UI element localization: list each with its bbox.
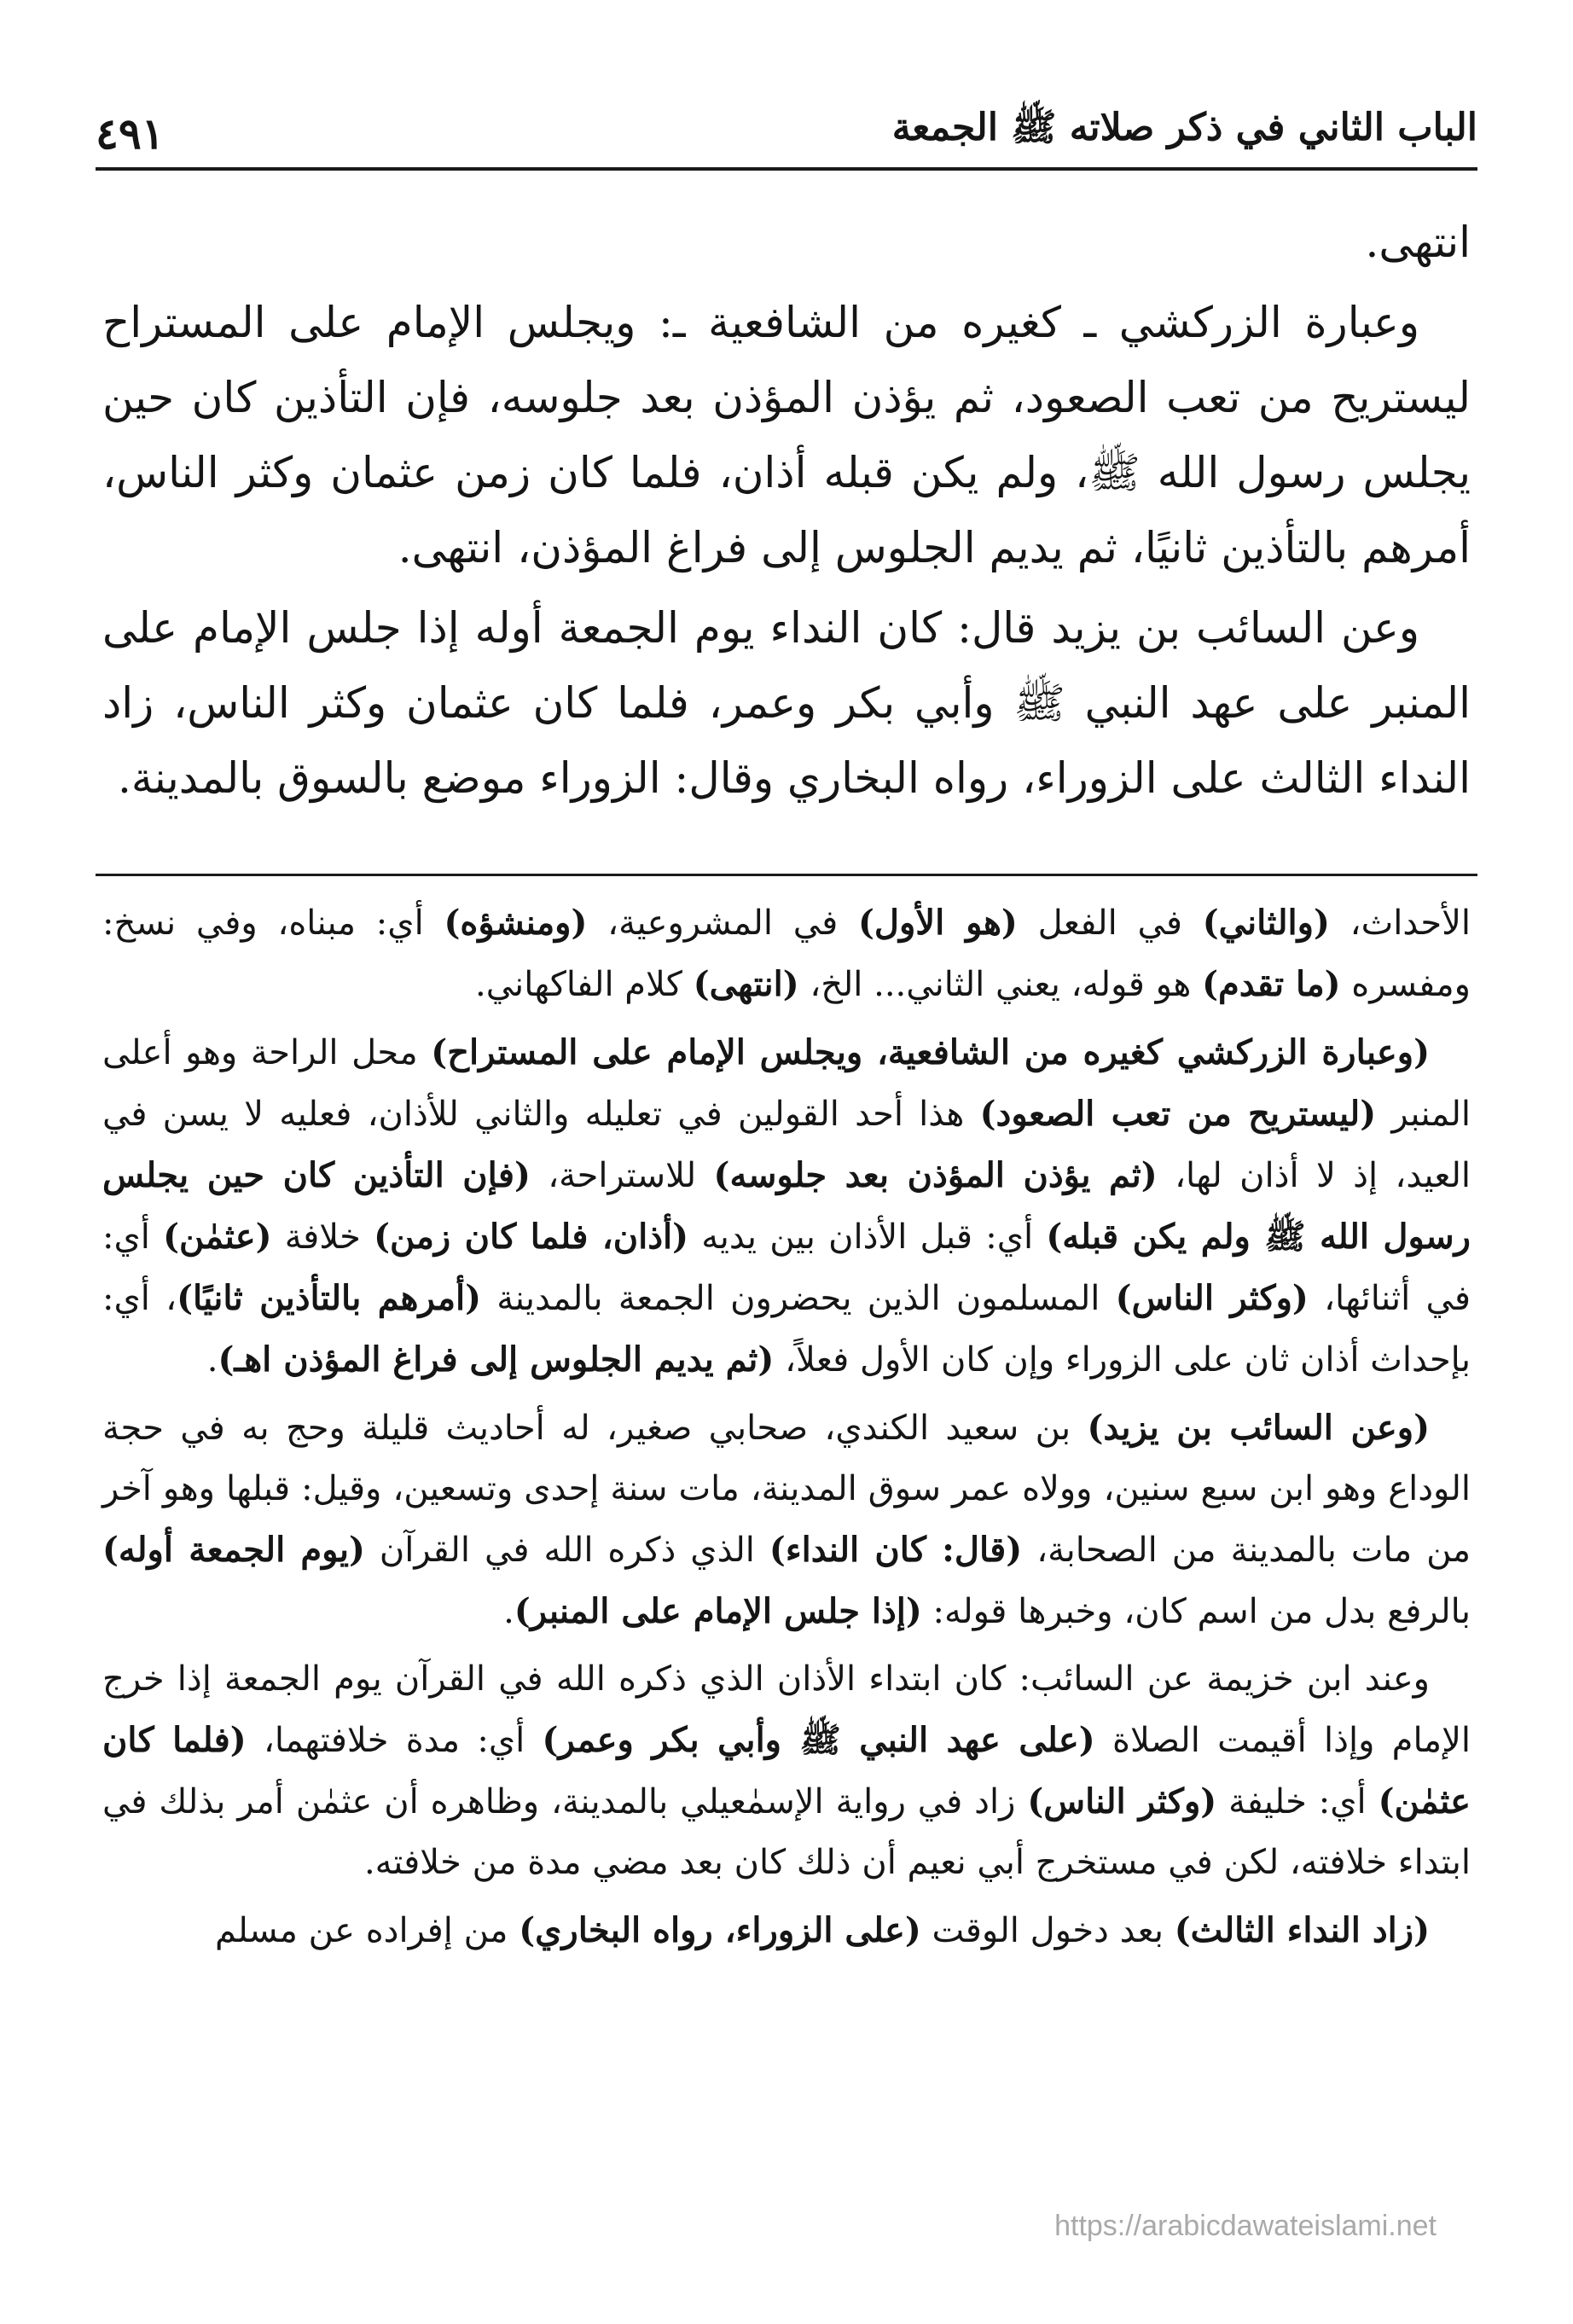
commentary-paragraph: (زاد النداء الثالث) بعد دخول الوقت (على الزوراء، رواه البخاري) من إفراده عن مسلم xyxy=(214,1910,1430,1950)
commentary-paragraph: (وعن السائب بن يزيد) بن سعيد الكندي، صحابي صغير، له أحاديث قليلة وحج به في حجة الوداع وهو ابن سبع سنين، وولاه عمر سوق المدينة، مات سنة إحدى وتسعين، وقيل: قبلها وهو آخر من مات بالمدينة من الصحابة، (قال: كان النداء) الذي ذكره الله في القرآن (يوم الجمعة أوله) بالرفع بدل من اسم كان، وخبرها قوله: (إذا جلس الإمام على المنبر). xyxy=(102,1408,1471,1631)
footnote-rule xyxy=(96,874,1477,876)
page-number: ٤٩١ xyxy=(96,108,165,159)
page-header xyxy=(96,82,1477,159)
watermark-url: https://arabicdawateislami.net xyxy=(1054,2210,1437,2242)
commentary-paragraph: وعند ابن خزيمة عن السائب: كان ابتداء الأذان الذي ذكره الله في القرآن يوم الجمعة إذا خرج الإمام وإذا أقيمت الصلاة (على عهد النبي ﷺ وأبي بكر وعمر) أي: مدة خلافتهما، (فلما كان عثمٰن) أي: خليفة (وكثر الناس) زاد في رواية الإسمٰعيلي بالمدينة، وظاهره أن عثمٰن أمر بذلك في ابتداء خلافته، لكن في مستخرج أبي نعيم أن ذلك كان بعد مضي مدة من خلافته. xyxy=(102,1659,1471,1882)
main-paragraph: وعبارة الزركشي ـ كغيره من الشافعية ـ: ويجلس الإمام على المستراح ليستريح من تعب الصعود، ثم يؤذن المؤذن بعد جلوسه، فإن التأذين كان حين يجلس رسول الله ﷺ، ولم يكن قبله أذان، فلما كان زمن عثمان وكثر الناس، أمرهم بالتأذين ثانيًا، ثم يديم الجلوس إلى فراغ المؤذن، انتهى. xyxy=(102,298,1471,572)
commentary-text xyxy=(102,892,1471,1968)
main-paragraph: وعن السائب بن يزيد قال: كان النداء يوم الجمعة أوله إذا جلس الإمام على المنبر على عهد النبي ﷺ وأبي بكر وعمر، فلما كان عثمان وكثر الناس، زاد النداء الثالث على الزوراء، رواه البخاري وقال: الزوراء موضع بالسوق بالمدينة. xyxy=(102,603,1471,803)
header-rule xyxy=(96,167,1477,171)
main-paragraph: انتهى. xyxy=(1365,218,1471,267)
commentary-paragraph: الأحداث، (والثاني) في الفعل (هو الأول) في المشروعية، (ومنشؤه) أي: مبناه، وفي نسخ: ومفسره (ما تقدم) هو قوله، يعني الثاني... الخ، (انتهى) كلام الفاكهاني. xyxy=(102,903,1471,1004)
running-title: الباب الثاني في ذكر صلاته ﷺ الجمعة xyxy=(891,106,1477,149)
main-text xyxy=(102,205,1471,821)
commentary-paragraph: (وعبارة الزركشي كغيره من الشافعية، ويجلس الإمام على المستراح) محل الراحة وهو أعلى المنبر (ليستريح من تعب الصعود) هذا أحد القولين في تعليله والثاني للأذان، فعليه لا يسن في العيد، إذ لا أذان لها، (ثم يؤذن المؤذن بعد جلوسه) للاستراحة، (فإن التأذين كان حين يجلس رسول الله ﷺ ولم يكن قبله) أي: قبل الأذان بين يديه (أذان، فلما كان زمن) خلافة (عثمٰن) أي: في أثنائها، (وكثر الناس) المسلمون الذين يحضرون الجمعة بالمدينة (أمرهم بالتأذين ثانيًا)، أي: بإحداث أذان ثان على الزوراء وإن كان الأول فعلاً، (ثم يديم الجلوس إلى فراغ المؤذن اهـ). xyxy=(102,1032,1471,1380)
